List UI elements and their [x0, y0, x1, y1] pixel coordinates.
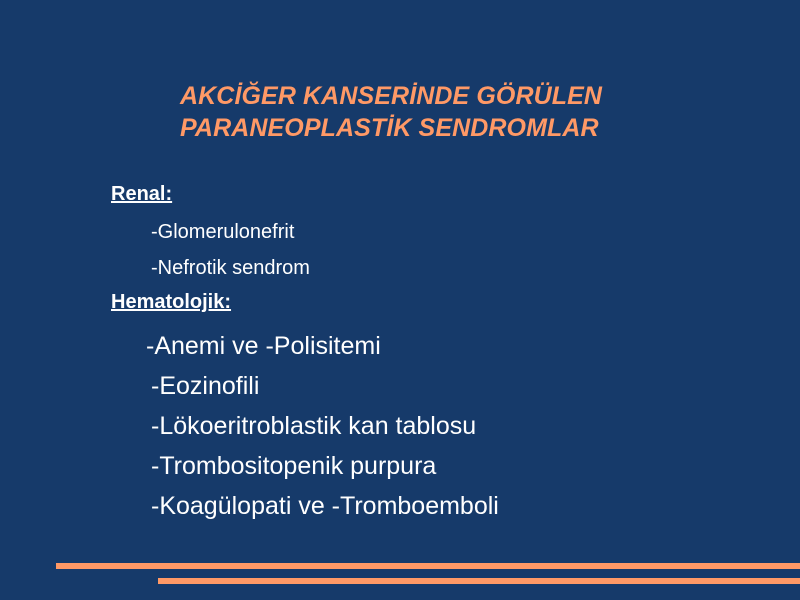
- list-item: -Lökoeritroblastik kan tablosu: [151, 412, 477, 440]
- list-item: -Koagülopati ve -Tromboemboli: [151, 492, 499, 520]
- title-line-1: AKCİĞER KANSERİNDE GÖRÜLEN: [180, 82, 603, 110]
- section-renal: [111, 178, 771, 286]
- list-item: -Trombositopenik purpura: [151, 452, 437, 480]
- renal-list: [111, 214, 771, 286]
- list-item: -Glomerulonefrit: [151, 221, 295, 243]
- slide-title: [180, 80, 740, 144]
- decorative-rule-top: [56, 563, 800, 569]
- section-heading-hematolojik: Hematolojik:: [111, 291, 232, 313]
- list-item: -Anemi ve -Polisitemi: [146, 332, 381, 360]
- title-line-2: PARANEOPLASTİK SENDROMLAR: [180, 114, 599, 142]
- hematolojik-list: [111, 326, 771, 526]
- list-item: -Eozinofili: [151, 372, 260, 400]
- list-item: -Nefrotik sendrom: [151, 257, 310, 279]
- decorative-rule-bottom: [158, 578, 800, 584]
- section-heading-renal: Renal:: [111, 183, 173, 205]
- section-hematolojik: [111, 286, 771, 526]
- slide-content: [111, 178, 771, 526]
